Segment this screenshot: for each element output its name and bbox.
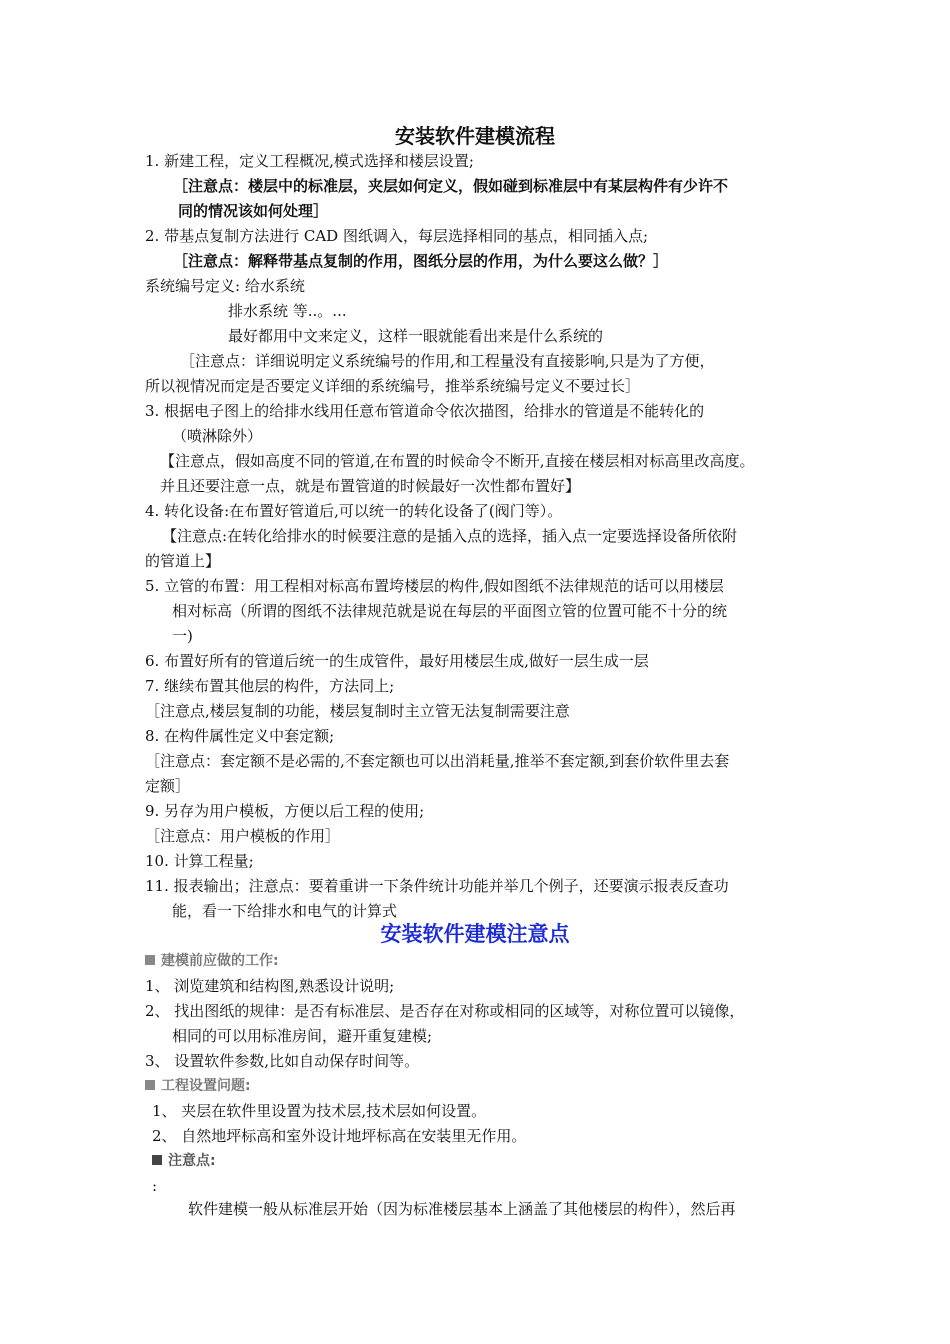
step-8-note-line2: 定额］ [145,777,191,795]
prep-2: 2、 找出图纸的规律：是否有标准层、是否存在对称或相同的区域等，对称位置可以镜像， [145,1002,745,1020]
section-title: 安装软件建模注意点 [380,922,570,946]
step-2-note: ［注意点：解释带基点复制的作用，图纸分层的作用，为什么要这么做？］ [173,252,669,270]
square-bullet-icon [152,1155,162,1165]
system-code-note-line2: 所以视情况而定是否要定义详细的系统编号，推举系统编号定义不要过长］ [145,377,641,395]
step-8: 8. 在构件属性定义中套定额; [145,727,335,745]
prep-1: 1、 浏览建筑和结构图,熟悉设计说明; [145,977,395,995]
step-7: 7. 继续布置其他层的构件，方法同上; [145,677,395,695]
section-settings-label: 工程设置问题: [161,1078,251,1094]
step-1-note-line1: ［注意点：楼层中的标准层，夹层如何定义，假如碰到标准层中有某层构件有少许不 [173,177,729,195]
step-9: 9. 另存为用户模板，方便以后工程的使用; [145,802,425,820]
step-9-note: ［注意点：用户模板的作用］ [145,827,341,845]
step-6: 6. 布置好所有的管道后统一的生成管件，最好用楼层生成,做好一层生成一层 [145,652,649,670]
step-3: 3. 根据电子图上的给排水线用任意布管道命令依次描图，给排水的管道是不能转化的 [145,402,705,420]
step-1: 1. 新建工程，定义工程概况,模式选择和楼层设置; [145,152,474,170]
step-10: 10. 计算工程量; [145,852,254,870]
step-4-note-line2: 的管道上】 [145,552,221,570]
square-bullet-icon [145,955,155,965]
step-5-cont1: 相对标高（所谓的图纸不法律规范就是说在每层的平面图立管的位置可能不十分的统 [172,602,728,620]
system-code-line: 系统编号定义: 给水系统 [145,277,305,295]
section-settings-heading [145,1075,251,1097]
step-3-cont: （喷淋除外） [172,427,263,445]
prep-3: 3、 设置软件参数,比如自动保存时间等。 [145,1052,420,1070]
section-prep-label: 建模前应做的工作: [161,953,279,969]
step-3-note-line1: 【注意点，假如高度不同的管道,在布置的时候命令不断开,直接在楼层相对标高里改高度。 [160,452,755,470]
step-2: 2. 带基点复制方法进行 CAD 图纸调入，每层选择相同的基点，相同插入点; [145,227,649,245]
system-code-note-line1: ［注意点：详细说明定义系统编号的作用,和工程量没有直接影响,只是为了方便， [180,352,715,370]
step-5-cont2: 一) [172,627,193,645]
step-8-note-line1: ［注意点：套定额不是必需的,不套定额也可以出消耗量,推举不套定额,到套价软件里去套 [145,752,730,770]
step-11: 11. 报表输出；注意点：要着重讲一下条件统计功能并举几个例子，还要演示报表反查功 [145,877,729,895]
notes-colon: : [152,1177,158,1195]
step-4-note-line1: 【注意点:在转化给排水的时候要注意的是插入点的选择，插入点一定要选择设备所依附 [162,527,738,545]
settings-1: 1、 夹层在软件里设置为技术层,技术层如何设置。 [152,1102,487,1120]
section-notes-label: 注意点: [168,1153,216,1169]
notes-body: 软件建模一般从标准层开始（因为标准楼层基本上涵盖了其他楼层的构件），然后再 [188,1200,736,1218]
step-5: 5. 立管的布置：用工程相对标高布置垮楼层的构件,假如图纸不法律规范的话可以用楼层 [145,577,724,595]
page-title: 安装软件建模流程 [395,124,555,148]
square-bullet-icon [145,1080,155,1090]
section-notes-heading [152,1150,216,1172]
step-7-note: ［注意点,楼层复制的功能，楼层复制时主立管无法复制需要注意 [145,702,570,720]
step-3-note-line2: 并且还要注意一点，就是布置管道的时候最好一次性都布置好】 [160,477,581,495]
prep-2-cont: 相同的可以用标准房间，避开重复建模; [172,1027,433,1045]
step-4: 4. 转化设备:在布置好管道后,可以统一的转化设备了(阀门等）。 [145,502,563,520]
step-11-cont: 能，看一下给排水和电气的计算式 [172,902,398,920]
section-prep-heading [145,950,279,972]
step-1-note-line2: 同的情况该如何处理］ [178,202,329,220]
system-code-drain: 排水系统 等..。... [228,302,347,320]
settings-2: 2、 自然地坪标高和室外设计地坪标高在安装里无作用。 [152,1127,527,1145]
system-code-tip: 最好都用中文来定义，这样一眼就能看出来是什么系统的 [228,327,604,345]
